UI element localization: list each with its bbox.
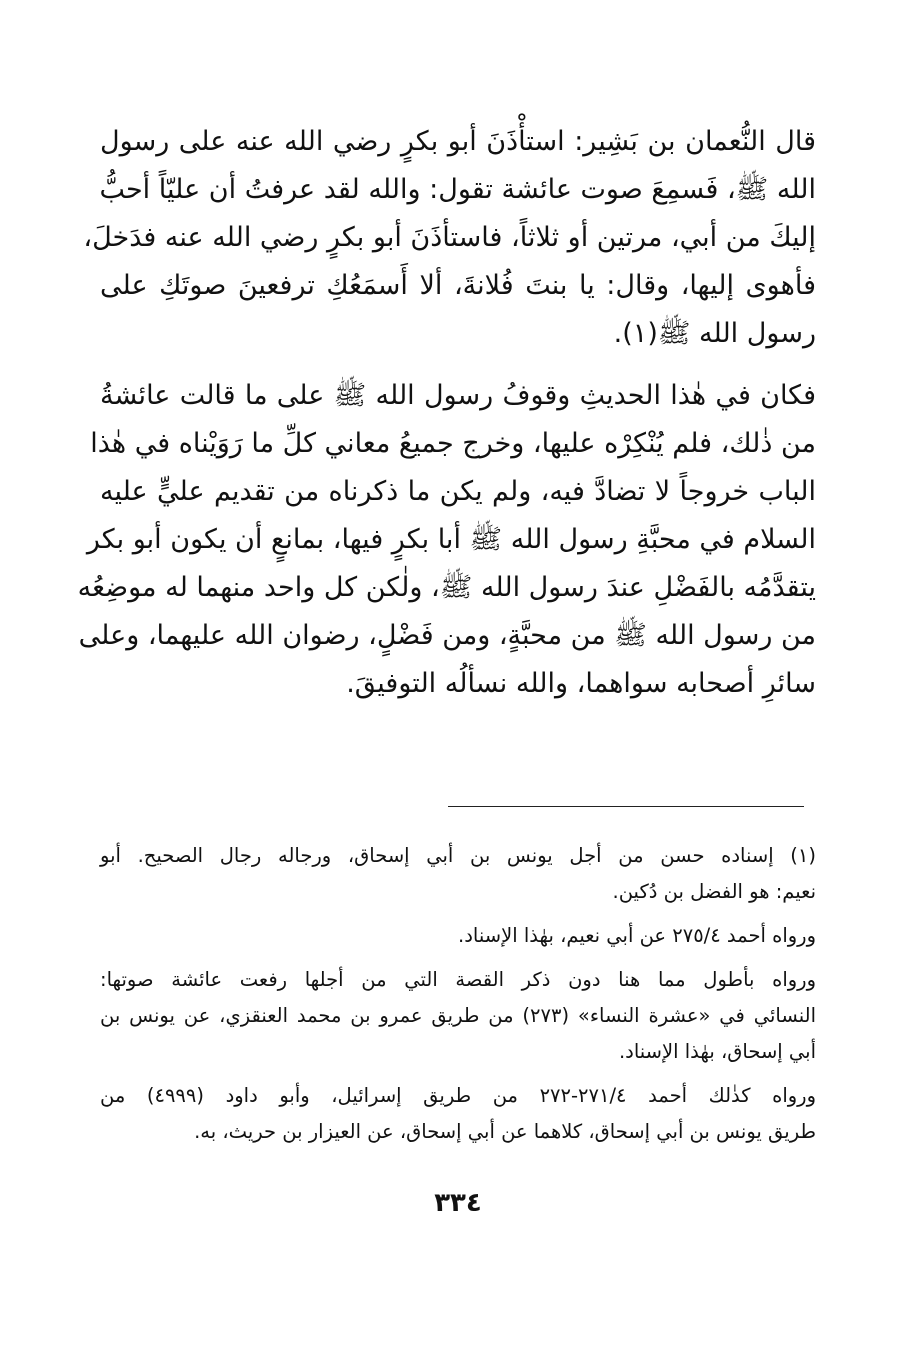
footnote-1	[100, 838, 816, 910]
footnote-line: (١) إسناده حسن من أجل يونس بن أبي إسحاق، ورجاله رجال الصحيح. أبو	[100, 844, 816, 867]
text-line: يتقدَّمُه بالفَضْلِ عندَ رسول الله ﷺ، ولٰكن كل واحد منهما له موضِعُه	[77, 572, 816, 603]
text-line: رسول الله ﷺ(١).	[613, 318, 816, 349]
page-number: ٣٣٤	[434, 1188, 482, 1218]
footnote-paragraph	[100, 962, 816, 1070]
paragraph-hadith	[83, 118, 816, 358]
text-line: قال النُّعمان بن بَشِير: استأْذَنَ أبو بكرٍ رضي الله عنه على رسول	[100, 126, 816, 157]
footnotes	[100, 838, 816, 1150]
footnote-line: نعيم: هو الفضل بن دُكين.	[612, 880, 816, 903]
footnote-paragraph	[100, 918, 816, 954]
text-line: الباب خروجاً لا تضادَّ فيه، ولم يكن ما ذكرناه من تقديم عليٍّ عليه	[100, 476, 816, 507]
text-line: من ذٰلك، فلم يُنْكِرْه عليها، وخرج جميعُ معاني كلِّ ما رَوَيْناه في هٰذا	[90, 428, 816, 459]
paragraph-commentary	[77, 372, 816, 708]
text-line: السلام في محبَّةِ رسول الله ﷺ أبا بكرٍ فيها، بمانعٍ أن يكون أبو بكر	[86, 524, 816, 555]
footnote-line: ورواه بأطول مما هنا دون ذكر القصة التي من أجلها رفعت عائشة صوتها:	[100, 968, 816, 991]
footnote-line: النسائي في «عشرة النساء» (٢٧٣) من طريق عمرو بن محمد العنقزي، عن يونس بن	[100, 1004, 816, 1027]
text-line: فكان في هٰذا الحديثِ وقوفُ رسول الله ﷺ على ما قالت عائشةُ	[100, 380, 816, 411]
footnote-line: ورواه أحمد ٢٧٥/٤ عن أبي نعيم، بهٰذا الإسناد.	[458, 924, 816, 947]
text-line: فأهوى إليها، وقال: يا بنتَ فُلانةَ، ألا أَسمَعُكِ ترفعينَ صوتَكِ على	[100, 270, 816, 301]
footnote-line: طريق يونس بن أبي إسحاق، كلاهما عن أبي إسحاق، عن العيزار بن حريث، به.	[194, 1120, 816, 1143]
text-line: من رسول الله ﷺ من محبَّةٍ، ومن فَضْلٍ، رضوان الله عليهما، وعلى	[78, 620, 816, 651]
text-line: إليكَ من أبي، مرتين أو ثلاثاً، فاستأذَنَ أبو بكرٍ رضي الله عنه فدَخلَ،	[83, 222, 816, 253]
footnote-line: أبي إسحاق، بهٰذا الإسناد.	[618, 1040, 816, 1063]
text-line: الله ﷺ، فَسمِعَ صوت عائشة تقول: والله لقد عرفتُ أن عليّاً أحبُّ	[99, 174, 816, 205]
footnote-paragraph	[100, 1078, 816, 1150]
footnote-line: ورواه كذٰلك أحمد ٢٧١/٤-٢٧٢ من طريق إسرائيل، وأبو داود (٤٩٩٩) من	[100, 1084, 816, 1107]
footnote-divider	[448, 806, 804, 807]
text-line: سائرِ أصحابه سواهما، والله نسألُه التوفيقَ.	[346, 668, 816, 699]
